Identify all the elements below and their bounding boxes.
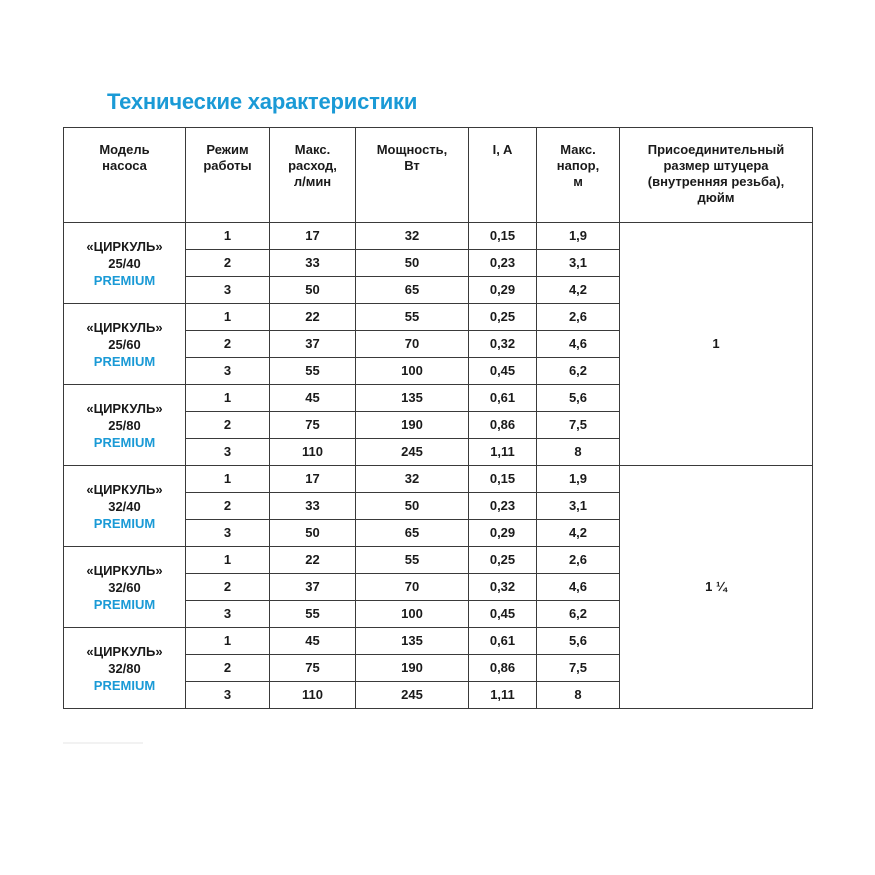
power-cell: 65 [356, 277, 469, 304]
max-flow-cell: 110 [270, 439, 356, 466]
power-cell: 190 [356, 655, 469, 682]
current-cell: 0,32 [469, 331, 537, 358]
connection-size-cell: 1 ¼ [620, 466, 813, 709]
current-cell: 0,23 [469, 250, 537, 277]
current-cell: 0,25 [469, 547, 537, 574]
max-head-cell: 8 [537, 682, 620, 709]
header-row [64, 128, 813, 223]
current-cell: 1,11 [469, 682, 537, 709]
max-flow-cell: 17 [270, 223, 356, 250]
header-model: Модель насоса [64, 128, 186, 223]
current-cell: 0,86 [469, 655, 537, 682]
power-cell: 245 [356, 682, 469, 709]
mode-cell: 2 [186, 412, 270, 439]
max-head-cell: 2,6 [537, 304, 620, 331]
connection-size-cell: 1 [620, 223, 813, 466]
max-head-cell: 1,9 [537, 223, 620, 250]
mode-cell: 2 [186, 250, 270, 277]
mode-cell: 1 [186, 547, 270, 574]
max-flow-cell: 22 [270, 304, 356, 331]
model-size: 25/60 [108, 336, 141, 352]
model-size: 25/80 [108, 417, 141, 433]
mode-cell: 3 [186, 439, 270, 466]
faint-divider [63, 742, 143, 744]
current-cell: 0,25 [469, 304, 537, 331]
model-size: 32/40 [108, 498, 141, 514]
current-cell: 0,61 [469, 385, 537, 412]
model-cell [64, 385, 186, 466]
power-cell: 135 [356, 385, 469, 412]
power-cell: 100 [356, 601, 469, 628]
current-cell: 0,45 [469, 358, 537, 385]
model-name: «ЦИРКУЛЬ» [86, 481, 163, 497]
mode-cell: 2 [186, 331, 270, 358]
header-power: Мощность, Вт [356, 128, 469, 223]
mode-cell: 3 [186, 520, 270, 547]
current-cell: 0,23 [469, 493, 537, 520]
mode-cell: 1 [186, 628, 270, 655]
max-head-cell: 8 [537, 439, 620, 466]
max-flow-cell: 33 [270, 250, 356, 277]
specs-table [63, 127, 813, 709]
max-head-cell: 5,6 [537, 385, 620, 412]
table-row [64, 223, 813, 250]
max-flow-cell: 75 [270, 412, 356, 439]
header-connection-size: Присоединительный размер штуцера (внутренняя резьба), дюйм [620, 128, 813, 223]
max-flow-cell: 110 [270, 682, 356, 709]
max-flow-cell: 45 [270, 385, 356, 412]
current-cell: 0,45 [469, 601, 537, 628]
power-cell: 50 [356, 493, 469, 520]
power-cell: 70 [356, 574, 469, 601]
model-size: 25/40 [108, 255, 141, 271]
max-head-cell: 7,5 [537, 412, 620, 439]
power-cell: 55 [356, 304, 469, 331]
mode-cell: 3 [186, 601, 270, 628]
current-cell: 0,29 [469, 277, 537, 304]
max-flow-cell: 37 [270, 331, 356, 358]
max-flow-cell: 17 [270, 466, 356, 493]
power-cell: 245 [356, 439, 469, 466]
max-flow-cell: 55 [270, 601, 356, 628]
power-cell: 70 [356, 331, 469, 358]
mode-cell: 2 [186, 493, 270, 520]
model-name: «ЦИРКУЛЬ» [86, 238, 163, 254]
model-series: PREMIUM [93, 272, 156, 288]
power-cell: 55 [356, 547, 469, 574]
mode-cell: 1 [186, 304, 270, 331]
max-head-cell: 7,5 [537, 655, 620, 682]
max-head-cell: 4,2 [537, 277, 620, 304]
max-head-cell: 1,9 [537, 466, 620, 493]
max-flow-cell: 75 [270, 655, 356, 682]
power-cell: 135 [356, 628, 469, 655]
max-head-cell: 2,6 [537, 547, 620, 574]
mode-cell: 1 [186, 223, 270, 250]
model-series: PREMIUM [93, 515, 156, 531]
model-size: 32/80 [108, 660, 141, 676]
header-max-head: Макс. напор, м [537, 128, 620, 223]
current-cell: 0,15 [469, 466, 537, 493]
mode-cell: 1 [186, 466, 270, 493]
max-head-cell: 4,6 [537, 331, 620, 358]
max-flow-cell: 50 [270, 277, 356, 304]
model-name: «ЦИРКУЛЬ» [86, 319, 163, 335]
model-name: «ЦИРКУЛЬ» [86, 562, 163, 578]
max-flow-cell: 55 [270, 358, 356, 385]
max-flow-cell: 33 [270, 493, 356, 520]
power-cell: 32 [356, 466, 469, 493]
power-cell: 50 [356, 250, 469, 277]
table-row [64, 466, 813, 493]
max-head-cell: 3,1 [537, 250, 620, 277]
max-flow-cell: 50 [270, 520, 356, 547]
model-cell [64, 304, 186, 385]
model-series: PREMIUM [93, 677, 156, 693]
current-cell: 1,11 [469, 439, 537, 466]
model-cell [64, 223, 186, 304]
max-head-cell: 4,2 [537, 520, 620, 547]
model-series: PREMIUM [93, 596, 156, 612]
page-title: Технические характеристики [107, 89, 418, 114]
max-head-cell: 4,6 [537, 574, 620, 601]
current-cell: 0,29 [469, 520, 537, 547]
power-cell: 100 [356, 358, 469, 385]
mode-cell: 2 [186, 574, 270, 601]
max-flow-cell: 22 [270, 547, 356, 574]
current-cell: 0,61 [469, 628, 537, 655]
max-head-cell: 6,2 [537, 358, 620, 385]
model-name: «ЦИРКУЛЬ» [86, 643, 163, 659]
max-flow-cell: 37 [270, 574, 356, 601]
header-current: I, A [469, 128, 537, 223]
model-name: «ЦИРКУЛЬ» [86, 400, 163, 416]
header-max-flow: Макс. расход, л/мин [270, 128, 356, 223]
model-cell [64, 547, 186, 628]
max-head-cell: 3,1 [537, 493, 620, 520]
current-cell: 0,86 [469, 412, 537, 439]
header-mode: Режим работы [186, 128, 270, 223]
model-series: PREMIUM [93, 434, 156, 450]
power-cell: 32 [356, 223, 469, 250]
mode-cell: 1 [186, 385, 270, 412]
model-series: PREMIUM [93, 353, 156, 369]
current-cell: 0,15 [469, 223, 537, 250]
max-head-cell: 6,2 [537, 601, 620, 628]
power-cell: 190 [356, 412, 469, 439]
power-cell: 65 [356, 520, 469, 547]
model-cell [64, 466, 186, 547]
current-cell: 0,32 [469, 574, 537, 601]
max-head-cell: 5,6 [537, 628, 620, 655]
model-cell [64, 628, 186, 709]
max-flow-cell: 45 [270, 628, 356, 655]
specs-body [64, 223, 813, 709]
model-size: 32/60 [108, 579, 141, 595]
mode-cell: 2 [186, 655, 270, 682]
mode-cell: 3 [186, 277, 270, 304]
mode-cell: 3 [186, 682, 270, 709]
mode-cell: 3 [186, 358, 270, 385]
